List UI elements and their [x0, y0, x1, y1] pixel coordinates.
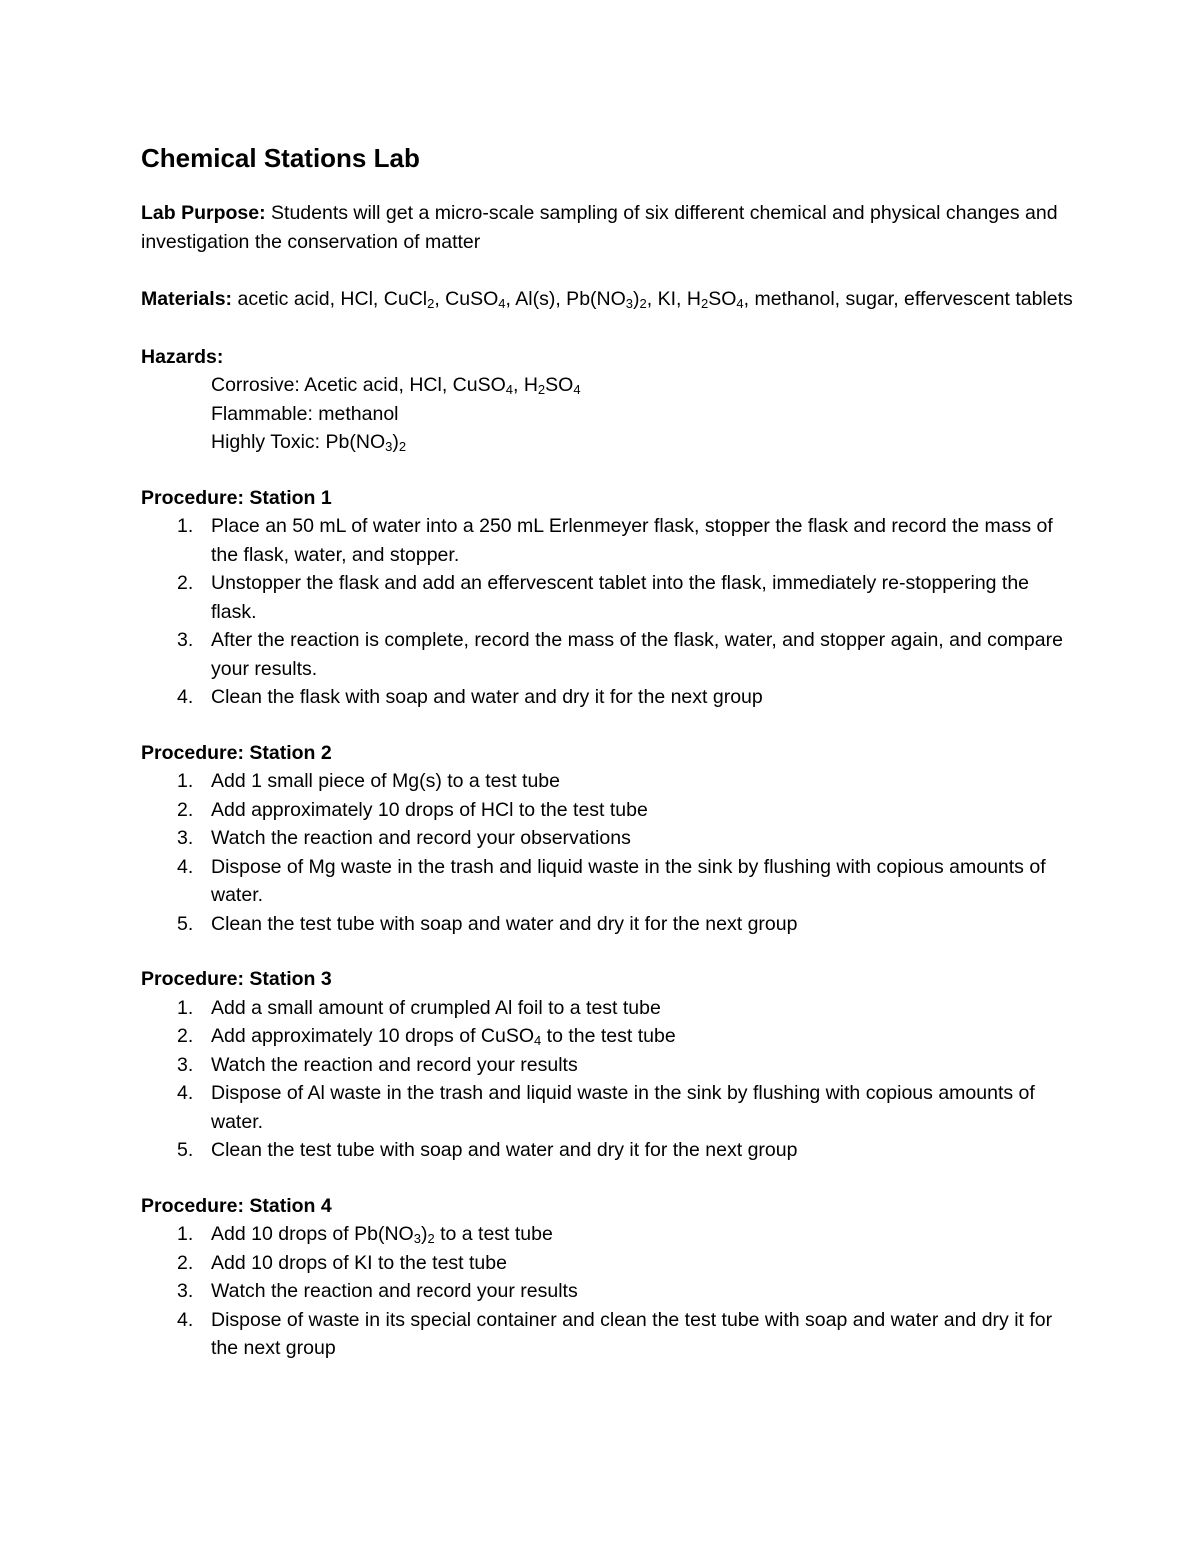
- document-page: [141, 141, 1076, 1390]
- list-item: 3. Watch the reaction and record your results: [177, 1280, 578, 1302]
- document-title: Chemical Stations Lab: [141, 143, 420, 173]
- station-3-steps: [141, 994, 1076, 1165]
- station-1-section: [141, 484, 1076, 712]
- station-2-heading: Procedure: Station 2: [141, 741, 332, 764]
- list-item: 5. Clean the test tube with soap and water and dry it for the next group: [177, 1139, 798, 1161]
- hazard-flammable: Flammable: methanol: [211, 402, 399, 425]
- list-item: 2. Add 10 drops of KI to the test tube: [177, 1251, 507, 1274]
- list-item: 4. Dispose of Al waste in the trash and liquid waste in the sink by flushing with copious amounts of water.: [177, 1082, 1035, 1133]
- station-3-section: [141, 965, 1076, 1165]
- list-item: 3. Watch the reaction and record your results: [177, 1053, 578, 1076]
- list-item: 5. Clean the test tube with soap and water and dry it for the next group: [177, 912, 798, 935]
- materials: [141, 285, 1076, 314]
- hazard-corrosive: Corrosive: Acetic acid, HCl, CuSO$_4$, $H_2SO_4$: [211, 374, 581, 397]
- list-item: 3. Watch the reaction and record your observations: [177, 827, 631, 849]
- station-3-heading: Procedure: Station 3: [141, 968, 332, 990]
- hazards-label: Hazards:: [141, 345, 224, 368]
- list-item: 1. Add a small amount of crumpled Al foil to a test tube: [177, 996, 661, 1019]
- list-item: 4. Clean the flask with soap and water and dry it for the next group: [177, 686, 763, 708]
- station-4-section: [141, 1192, 1076, 1363]
- list-item: 4. Dispose of waste in its special container and clean the test tube with soap and water and dry it for the next group: [177, 1308, 1053, 1359]
- list-item: 1. Add 1 small piece of Mg(s) to a test tube: [177, 770, 561, 792]
- list-item: 1. Place an 50 mL of water into a 250 mL Erlenmeyer flask, stopper the flask and record the mass of the flask, water, and stopper.: [177, 515, 1053, 566]
- materials-label: Materials:: [141, 288, 233, 310]
- list-item: 4. Dispose of Mg waste in the trash and liquid waste in the sink by flushing with copious amounts of water.: [177, 855, 1046, 906]
- lab-purpose-label: Lab Purpose:: [141, 202, 266, 224]
- lab-purpose: [141, 199, 1076, 256]
- station-1-heading: Procedure: Station 1: [141, 486, 332, 509]
- hazard-toxic: Highly Toxic: $Pb(NO_3)_2$: [211, 431, 407, 454]
- station-1-steps: [141, 512, 1076, 712]
- station-4-heading: Procedure: Station 4: [141, 1194, 332, 1217]
- station-2-steps: [141, 767, 1076, 938]
- list-item: 1. Add 10 drops of $Pb(NO_3)_2$ to a test tube: [177, 1223, 553, 1246]
- station-4-steps: [141, 1220, 1076, 1363]
- materials-text: acetic acid, HCl, CuCl$_2$, CuSO$_4$, Al(s), $Pb(NO_3)_2$, KI, $H_2SO_4$, methanol, sugar, effervescent tablets: [237, 288, 1073, 311]
- hazards-section: [141, 343, 1076, 457]
- list-item: 3. After the reaction is complete, record the mass of the flask, water, and stopper again, and compare your results.: [177, 629, 1063, 680]
- lab-purpose-text: Students will get a micro-scale sampling of six different chemical and physical changes and investigation the conservation of matter: [141, 202, 1058, 253]
- list-item: 2. Unstopper the flask and add an effervescent tablet into the flask, immediately re-stoppering the flask.: [177, 572, 1030, 623]
- station-2-section: [141, 739, 1076, 939]
- list-item: 2. Add approximately 10 drops of CuSO$_4$ to the test tube: [177, 1025, 676, 1048]
- list-item: 2. Add approximately 10 drops of HCl to the test tube: [177, 798, 648, 821]
